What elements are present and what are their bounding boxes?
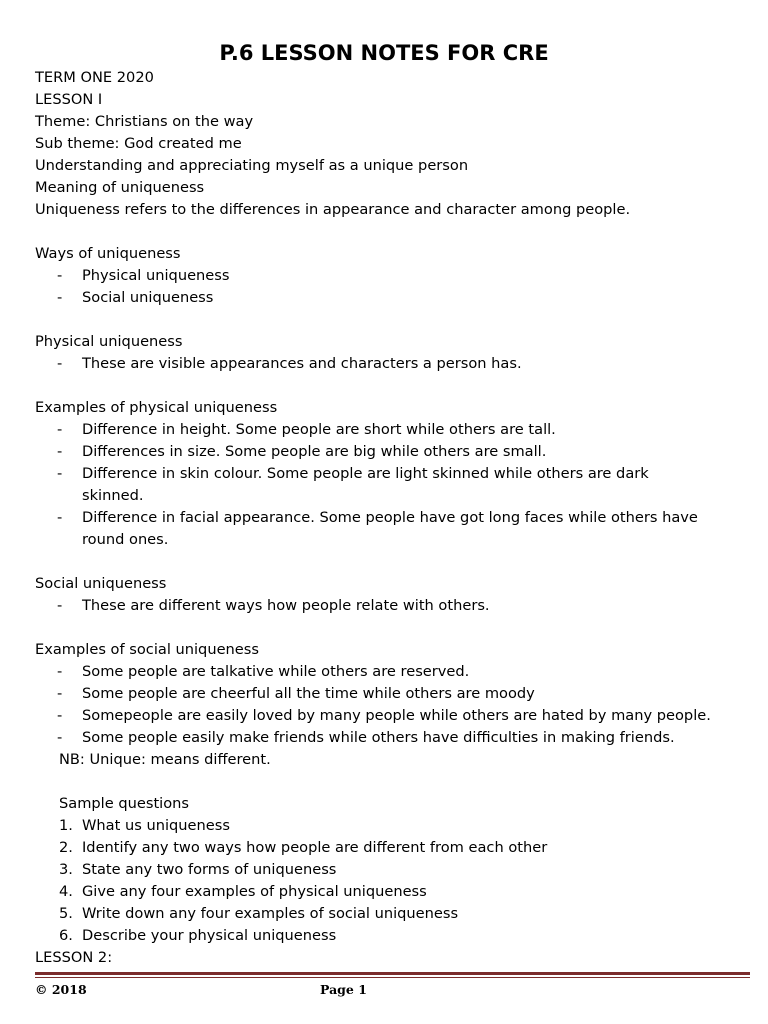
theme-line: Theme: Christians on the way [35, 113, 254, 130]
list-item: - These are visible appearances and characters a person has. [57, 355, 522, 372]
list-item: - Some people are cheerful all the time while others are moody [57, 685, 535, 702]
physical-heading: Physical uniqueness [35, 333, 183, 350]
list-item: - These are different ways how people relate with others. [57, 597, 490, 614]
list-item: - Difference in facial appearance. Some people have got long faces while others have [57, 509, 698, 526]
meaning-heading: Meaning of uniqueness [35, 179, 205, 196]
list-item: - Some people are talkative while others are reserved. [57, 663, 470, 680]
question-item: 2. Identify any two ways how people are different from each other [59, 839, 548, 856]
list-item: - Physical uniqueness [57, 267, 230, 284]
lesson-heading: LESSON 2: [35, 949, 113, 966]
footer-rule [35, 972, 750, 975]
social-heading: Social uniqueness [35, 575, 167, 592]
list-item: - Social uniqueness [57, 289, 214, 306]
lesson-heading: LESSON I [35, 91, 103, 108]
page-title: P.6 LESSON NOTES FOR CRE [219, 41, 549, 65]
list-item-continuation: round ones. [82, 531, 169, 548]
list-item: - Some people easily make friends while others have difficulties in making friends. [57, 729, 675, 746]
question-item: 4. Give any four examples of physical uniqueness [59, 883, 427, 900]
footer-rule-thin [35, 977, 750, 978]
term-line: TERM ONE 2020 [35, 69, 154, 86]
list-item: - Difference in skin colour. Some people are light skinned while others are dark [57, 465, 649, 482]
list-item: - Difference in height. Some people are short while others are tall. [57, 421, 556, 438]
question-item: 1. What us uniqueness [59, 817, 230, 834]
topic-line: Understanding and appreciating myself as a unique person [35, 157, 469, 174]
sub-theme-line: Sub theme: God created me [35, 135, 242, 152]
question-item: 5. Write down any four examples of social uniqueness [59, 905, 459, 922]
nb-note: NB: Unique: means different. [59, 751, 271, 768]
social-examples-heading: Examples of social uniqueness [35, 641, 259, 658]
footer-page-number: Page 1 [320, 982, 367, 997]
list-item-continuation: skinned. [82, 487, 144, 504]
document-body [35, 67, 735, 969]
question-item: 6. Describe your physical uniqueness [59, 927, 337, 944]
ways-heading: Ways of uniqueness [35, 245, 181, 262]
list-item: - Somepeople are easily loved by many people while others are hated by many people. [57, 707, 711, 724]
meaning-text: Uniqueness refers to the differences in appearance and character among people. [35, 201, 631, 218]
question-item: 3. State any two forms of uniqueness [59, 861, 337, 878]
physical-examples-heading: Examples of physical uniqueness [35, 399, 278, 416]
list-item: - Differences in size. Some people are big while others are small. [57, 443, 547, 460]
footer-copyright: © 2018 [35, 982, 87, 997]
questions-heading: Sample questions [59, 795, 190, 812]
